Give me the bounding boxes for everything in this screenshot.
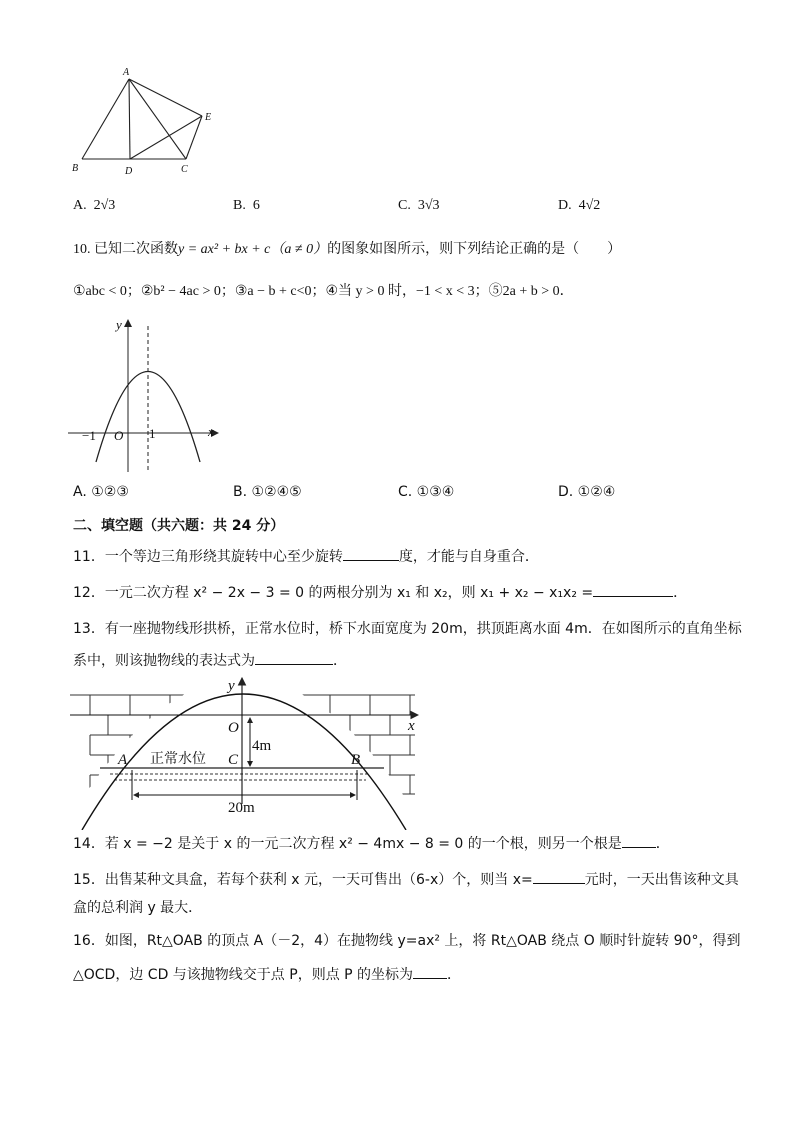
q10-option-b: B. ①②④⑤	[233, 484, 302, 500]
label-e: E	[205, 112, 212, 123]
q9-option-d: D. 4√2	[558, 198, 601, 213]
bridge-water-label: 正常水位	[150, 752, 206, 767]
bridge-a-label: A	[118, 752, 128, 768]
tick-label-one: 1	[149, 426, 156, 441]
segment-ab	[82, 79, 129, 159]
label-d: D	[125, 166, 133, 177]
q10-option-d: D. ①②④	[558, 484, 616, 500]
q15-answer-blank	[533, 869, 585, 884]
q15-line2: 盒的总利润 y 最大．	[73, 900, 203, 916]
q10-stem: 10. 已知二次函数y = ax² + bx + c（a ≠ 0）的图象如图所示，则下列结论正确的是（ ）	[73, 241, 622, 257]
segment-ac	[129, 79, 186, 159]
q13-line2: 系中，则该抛物线的表达式为 ．	[73, 650, 347, 670]
q16-answer-blank	[413, 964, 447, 979]
triangle-figure	[68, 62, 228, 180]
q11: 11．一个等边三角形绕其旋转中心至少旋转 度，才能与自身重合．	[73, 546, 539, 566]
q12-answer-blank	[593, 582, 673, 597]
arch-bridge-figure	[70, 674, 430, 830]
q9-option-c: C. 3√3	[398, 198, 440, 213]
q10-parabola-graph	[68, 314, 228, 474]
q13-line1: 13．有一座抛物线形拱桥，正常水位时，桥下水面宽度为 20m，拱顶距离水面 4m．在如图所示的直角坐标	[73, 621, 742, 637]
q14-answer-blank	[622, 833, 656, 848]
tick-label-minus-one: −1	[82, 428, 96, 443]
q10-option-c: C. ①③④	[398, 484, 455, 500]
x-axis-label: x	[208, 424, 214, 439]
origin-label: O	[114, 428, 124, 443]
bridge-b-label: B	[351, 752, 361, 768]
q10-conditions: ①abc < 0；②b² − 4ac > 0；③a − b + c<0；④当 y > 0 时，−1 < x < 3；⑤2a + b > 0．	[73, 284, 574, 299]
bridge-o-label: O	[228, 720, 239, 736]
segment-ad	[129, 79, 130, 159]
label-c: C	[181, 164, 188, 175]
q16-line1: 16．如图，Rt△OAB 的顶点 A（－2，4）在抛物线 y=ax² 上，将 Rt△OAB 绕点 O 顺时针旋转 90°，得到	[73, 933, 741, 949]
label-b: B	[72, 163, 79, 174]
bridge-x-label: x	[408, 718, 415, 734]
bridge-width-label: 20m	[228, 800, 255, 816]
q9-option-b: B. 6	[233, 198, 260, 213]
bridge-height-label: 4m	[252, 738, 272, 754]
q9-option-a: A. 2√3	[73, 198, 116, 213]
bridge-y-label: y	[228, 678, 235, 694]
bridge-c-label: C	[228, 752, 239, 768]
segment-de	[130, 116, 202, 159]
y-axis-label: y	[116, 317, 122, 332]
q13-answer-blank	[255, 650, 333, 665]
q14: 14．若 x = −2 是关于 x 的一元二次方程 x² − 4mx − 8 = 0 的一个根，则另一个根是 ．	[73, 833, 670, 853]
q11-answer-blank	[343, 546, 399, 561]
section-heading: 二、填空题（共六题：共 24 分）	[73, 518, 285, 534]
q10-option-a: A. ①②③	[73, 484, 129, 500]
segment-ae	[129, 79, 202, 116]
segment-ce	[186, 116, 202, 159]
q15-line1: 15．出售某种文具盒，若每个获利 x 元，一天可售出（6-x）个，则当 x= 元时，一天出售该种文具	[73, 869, 739, 889]
label-a: A	[123, 67, 130, 78]
q12: 12．一元二次方程 x² − 2x − 3 = 0 的两根分别为 x₁ 和 x₂，则 x₁ + x₂ − x₁x₂ = ．	[73, 582, 687, 602]
q16-line2: △OCD，边 CD 与该抛物线交于点 P，则点 P 的坐标为 ．	[73, 964, 461, 984]
